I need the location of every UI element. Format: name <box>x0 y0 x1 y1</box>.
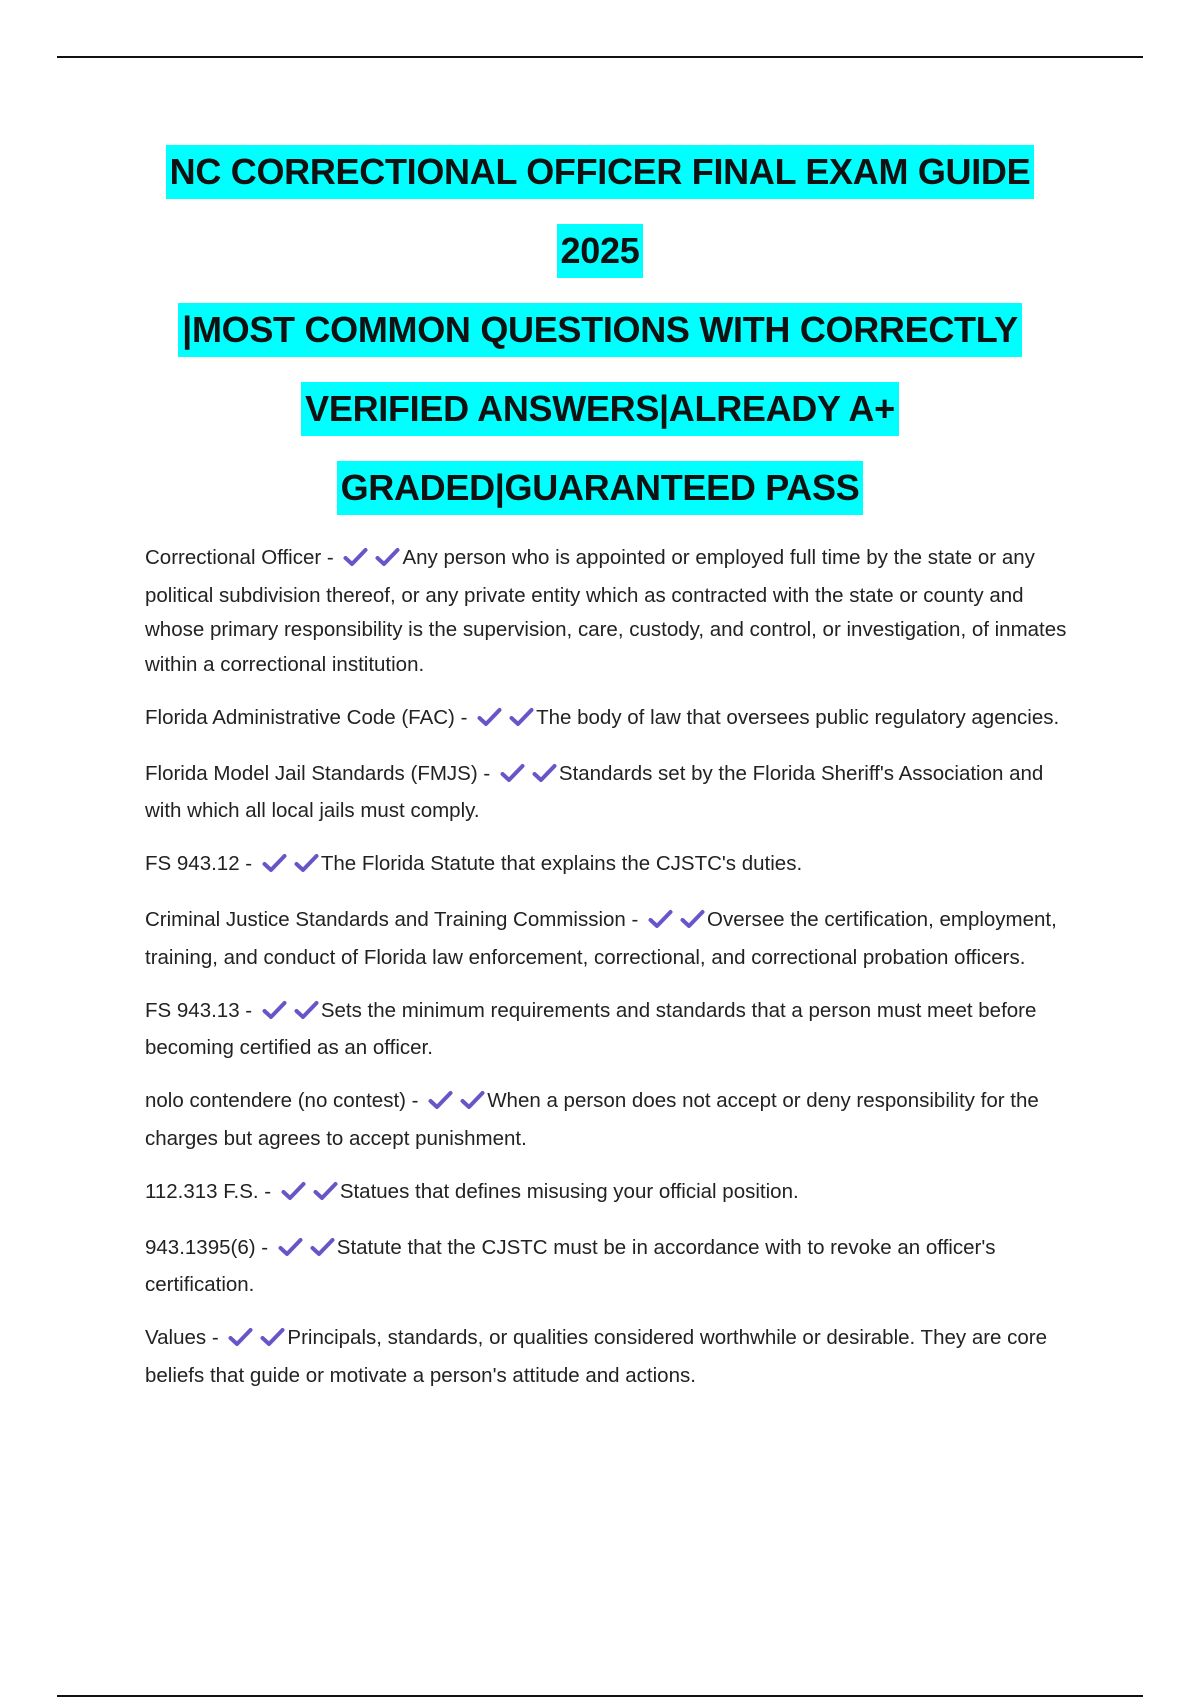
check-icon <box>310 1239 335 1262</box>
flashcard-entry <box>145 1321 1085 1393</box>
check-icon <box>313 1183 338 1206</box>
entry-separator: - <box>258 1179 277 1203</box>
entry-separator: - <box>405 1089 425 1112</box>
flashcard-entry <box>145 903 1085 975</box>
double-check-icons <box>343 544 400 579</box>
check-icon <box>343 549 368 572</box>
double-check-icons <box>262 997 319 1032</box>
check-icon <box>375 549 400 572</box>
entry-term: Correctional Officer <box>145 546 322 569</box>
entry-separator: - <box>255 1235 274 1259</box>
entry-separator: - <box>454 705 474 729</box>
entry-definition: When a person does not accept or deny responsibility for the charges but agrees to accept punishment. <box>145 1089 1039 1150</box>
entry-definition: Statute that the CJSTC must be in accordance with to revoke an officer's certification. <box>145 1235 996 1296</box>
flashcard-entry <box>145 994 1085 1066</box>
check-icon <box>278 1239 303 1262</box>
flashcard-entry <box>145 701 1085 739</box>
check-icon <box>281 1183 306 1206</box>
check-icon <box>228 1329 253 1352</box>
double-check-icons <box>278 1234 335 1269</box>
entry-term: nolo contendere (no contest) <box>145 1089 406 1112</box>
entry-separator: - <box>321 546 340 569</box>
check-icon <box>532 765 557 788</box>
entry-definition: Oversee the certification, employment, training, and conduct of Florida law enforcement, correctional, and correctional probation officers. <box>145 908 1057 969</box>
double-check-icons <box>262 850 319 885</box>
entry-definition: The Florida Statute that explains the CJSTC's duties. <box>320 852 803 875</box>
entry-term: Values <box>145 1326 207 1349</box>
check-icon <box>477 709 502 732</box>
entry-term: Florida Model Jail Standards (FMJS) <box>145 761 478 785</box>
flashcard-entry <box>145 541 1085 682</box>
entry-definition: Principals, standards, or qualities considered worthwhile or desirable. They are core beliefs that guide or motivate a person's attitude and actions. <box>145 1326 1048 1387</box>
check-icon <box>262 855 287 878</box>
entry-term: Florida Administrative Code (FAC) <box>145 705 455 729</box>
entry-term: FS 943.13 <box>145 998 240 1022</box>
check-icon <box>262 1002 287 1025</box>
check-icon <box>509 709 534 732</box>
document-title <box>100 140 1100 535</box>
entry-term: 112.313 F.S. <box>145 1179 259 1203</box>
double-check-icons <box>281 1178 338 1213</box>
flashcard-entry <box>145 1175 1085 1213</box>
top-rule <box>57 56 1143 58</box>
title-line: 2025 <box>100 219 1100 298</box>
entry-definition: Statues that defines misusing your official position. <box>339 1179 799 1203</box>
entry-definition: The body of law that oversees public regulatory agencies. <box>536 705 1060 729</box>
bottom-rule <box>57 1695 1143 1697</box>
entry-separator: - <box>477 761 496 785</box>
double-check-icons <box>477 704 534 739</box>
entry-separator: - <box>239 852 258 875</box>
flashcard-entry <box>145 1084 1085 1156</box>
check-icon <box>648 911 673 934</box>
entry-definition: Any person who is appointed or employed full time by the state or any political subdivision thereof, or any private entity which as contracted with the state or county and whose primary responsibility is the supervision, care, custody, and control, or investigation, of inmates within a correctional institution. <box>145 546 1067 676</box>
flashcard-list <box>145 541 1085 1412</box>
entry-separator: - <box>625 908 645 931</box>
flashcard-entry <box>145 847 1085 885</box>
check-icon <box>294 1002 319 1025</box>
entry-definition: Standards set by the Florida Sheriff's Association and with which all local jails must comply. <box>145 761 1044 822</box>
double-check-icons <box>500 760 557 795</box>
check-icon <box>500 765 525 788</box>
double-check-icons <box>648 906 705 941</box>
title-line: |MOST COMMON QUESTIONS WITH CORRECTLY <box>100 298 1100 377</box>
check-icon <box>680 911 705 934</box>
entry-separator: - <box>239 998 258 1022</box>
check-icon <box>294 855 319 878</box>
title-line: GRADED|GUARANTEED PASS <box>100 456 1100 535</box>
double-check-icons <box>228 1324 285 1359</box>
entry-term: 943.1395(6) <box>145 1235 256 1259</box>
check-icon <box>428 1092 453 1115</box>
double-check-icons <box>428 1087 485 1122</box>
flashcard-entry <box>145 1231 1085 1303</box>
check-icon <box>260 1329 285 1352</box>
title-line: NC CORRECTIONAL OFFICER FINAL EXAM GUIDE <box>100 140 1100 219</box>
title-line: VERIFIED ANSWERS|ALREADY A+ <box>100 377 1100 456</box>
entry-separator: - <box>206 1326 225 1349</box>
entry-term: Criminal Justice Standards and Training Commission <box>145 908 626 931</box>
flashcard-entry <box>145 757 1085 829</box>
entry-definition: Sets the minimum requirements and standards that a person must meet before becoming certified as an officer. <box>145 998 1037 1059</box>
entry-term: FS 943.12 <box>145 852 240 875</box>
check-icon <box>460 1092 485 1115</box>
